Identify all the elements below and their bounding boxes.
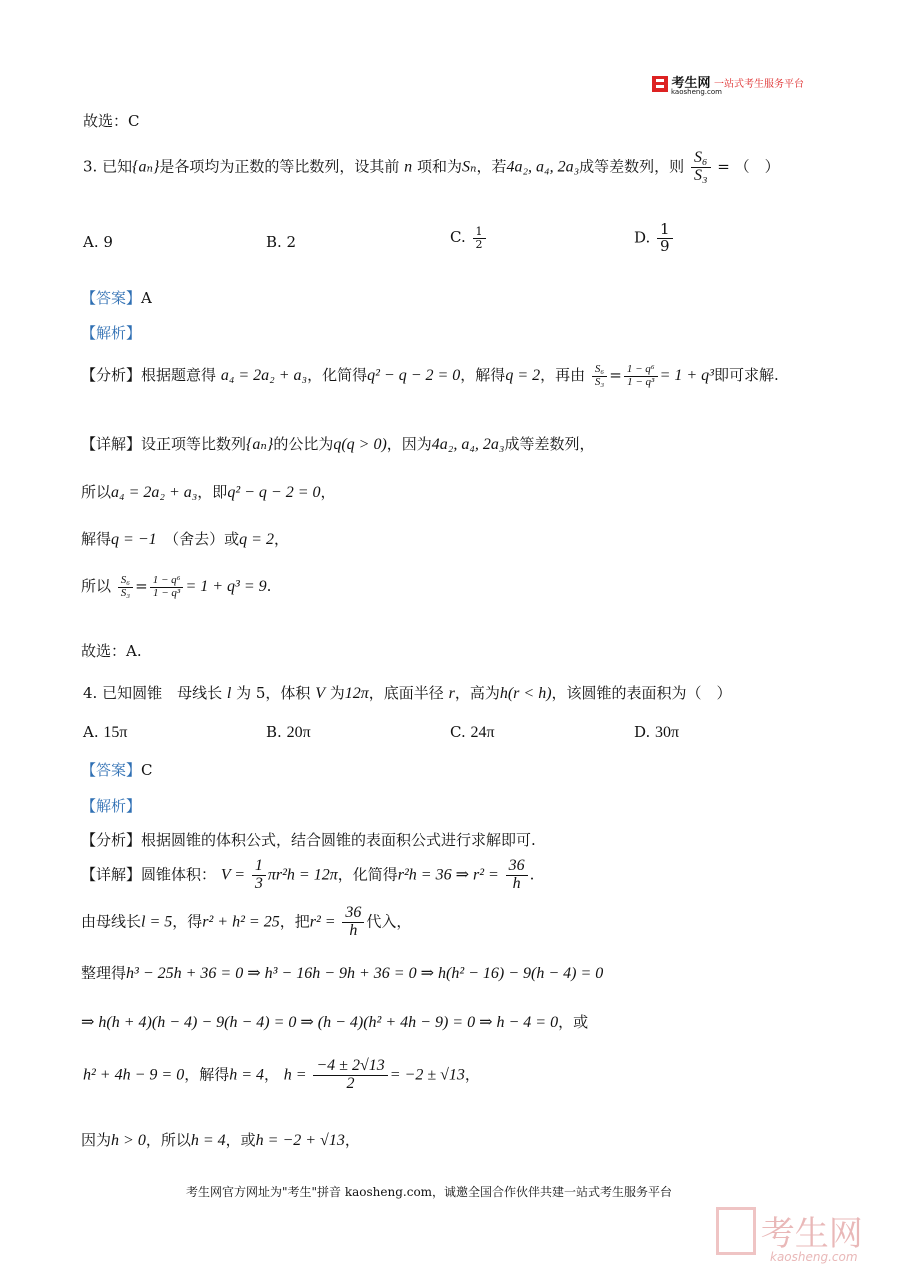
q3-analysis-tag: 【解析】: [81, 324, 142, 342]
q3-answer: 【答案】A: [81, 289, 152, 307]
logo-text: 考生网: [671, 76, 711, 91]
q4-analysis-tag: 【解析】: [81, 797, 142, 815]
logo-slogan: 一站式考生服务平台: [714, 79, 805, 90]
q4-line2: 由母线长l = 5，得r² + h² = 25，把r² = $\frac{36}{h}$ 代入，: [81, 904, 412, 939]
q3-fenxi: 【分析】根据题意得 a₄ = 2a₂ + a₃，化简得q² − q − 2 = 0，解得q = 2，再由 $\frac{\text{S₆}}{\text{S₃}}$ = $\frac{\text{1 − q⁶}}{\text{1 − q³}}$ = 1 + q³即可求解.: [81, 363, 779, 388]
q4-option-b: B. 20π: [266, 723, 311, 741]
q4-line3: 整理得h³ − 25h + 36 = 0 ⇒ h³ − 16h − 9h + 36 = 0 ⇒ h(h² − 16) − 9(h − 4) = 0: [81, 964, 604, 982]
q4-line5: h² + 4h − 9 = 0，解得h = 4， h = $\frac{-4 \pm 2√13}{2}$ = −2 ± √13，: [83, 1057, 480, 1092]
watermark: [716, 1206, 863, 1255]
q3-conclusion: 故选：A.: [81, 642, 142, 660]
q3-line2: 所以a₄ = 2a₂ + a₃，即q² − q − 2 = 0，: [81, 483, 336, 501]
q3-option-a: A. 9: [83, 233, 113, 251]
q3-option-d: D. $\frac{1}{9}$: [634, 222, 675, 255]
watermark-domain: kaosheng.com: [770, 1250, 858, 1264]
q4-fenxi: 【分析】根据圆锥的体积公式，结合圆锥的表面积公式进行求解即可.: [81, 831, 536, 849]
watermark-logo-icon: [716, 1207, 756, 1255]
q3-detail: 【详解】设正项等比数列{aₙ}的公比为q(q > 0)，因为4a₂, a₄, 2a₃成等差数列，: [81, 435, 595, 453]
q3-option-b: B. 2: [266, 233, 297, 251]
footer-text: 考生网官方网址为"考生"拼音 kaosheng.com，诚邀全国合作伙伴共建一站式考生服务平台: [186, 1185, 673, 1199]
q4-line6: 因为h > 0，所以h = 4，或h = −2 + √13，: [81, 1131, 360, 1149]
q3-option-c: C. $\frac{1}{2}$: [450, 226, 488, 250]
q3-stem: 3. 已知{aₙ}是各项均为正数的等比数列，设其前 n 项和为Sₙ，若4a₂, a₄, 2a₃成等差数列，则 $\frac{\text{S₆}}{\text{S₃}}$ = （ ）: [83, 149, 780, 184]
q4-option-c: C. 24π: [450, 723, 495, 741]
q4-stem: 4. 已知圆锥 母线长 l 为 5，体积 V 为12π，底面半径 r，高为h(r < h)，该圆锥的表面积为（ ）: [83, 684, 732, 702]
q4-option-a: A. 15π: [83, 723, 128, 741]
q3-line4: 所以 $\frac{\text{S₆}}{\text{S₃}}$ = $\frac{\text{1 − q⁶}}{\text{1 − q³}}$ = 1 + q³ = 9.: [81, 574, 272, 599]
watermark-text: 考生网: [760, 1214, 863, 1254]
q4-detail: 【详解】圆锥体积： V = $\frac{1}{3}$ πr²h = 12π，化简得r²h = 36 ⇒ r² = $\frac{36}{h}$ .: [81, 857, 535, 892]
prev-conclusion: 故选：C: [83, 112, 140, 130]
q4-line4: ⇒ h(h + 4)(h − 4) − 9(h − 4) = 0 ⇒ (h − 4)(h² + 4h − 9) = 0 ⇒ h − 4 = 0，或: [81, 1013, 589, 1031]
q4-answer: 【答案】C: [81, 761, 153, 779]
q4-option-d: D. 30π: [634, 723, 680, 741]
q3-line3: 解得q = −1 （舍去）或q = 2，: [81, 530, 289, 548]
logo-domain: kaosheng.com: [671, 88, 722, 96]
kaosheng-logo-icon: [652, 76, 668, 92]
